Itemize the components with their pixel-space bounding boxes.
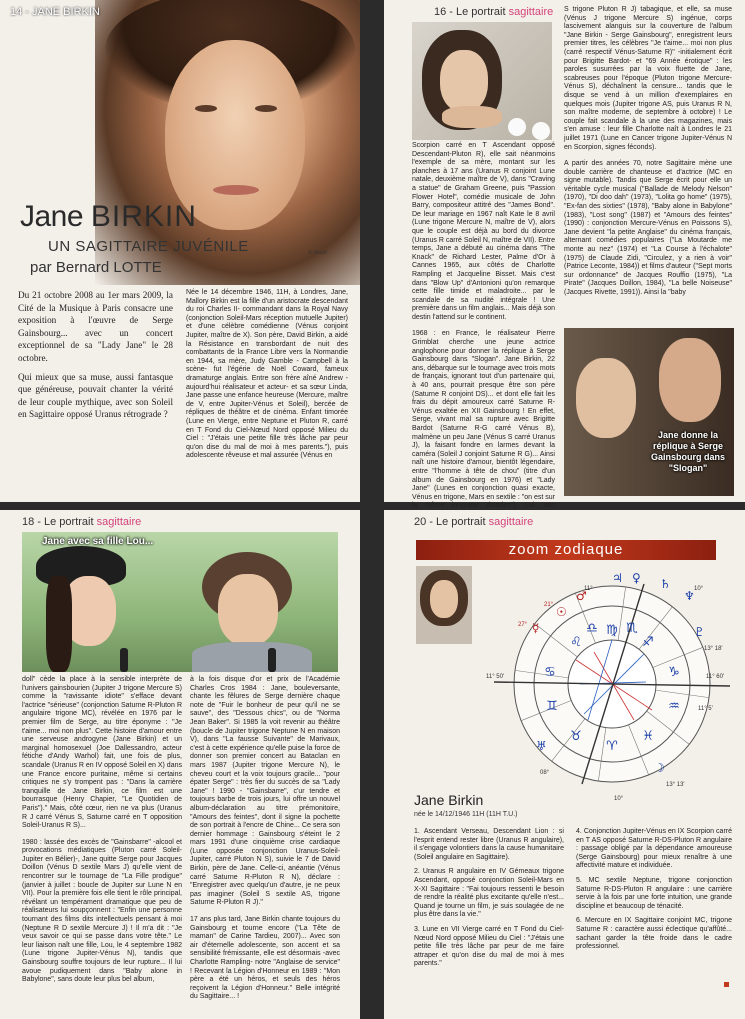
jane-shirt [192,642,312,672]
face-shape [430,580,458,618]
header-accent: sagittaire [488,516,534,528]
article-subtitle: UN SAGITTAIRE JUVÉNILE [48,238,249,255]
sign-glyph: ♐ [642,635,654,650]
lede-paragraph: Du 21 octobre 2008 au 1er mars 2009, la Cité de la Musique à Paris consacre une exposition à l'œuvre de Serge Gainsbourg... avec un concert exceptionnel de sa "Lady Jane" le 28 octobre. [18,290,173,363]
column-2 [190,676,340,1014]
body-column [186,289,348,497]
header-number: 18 - Le portrait [22,516,94,528]
planet-glyph: ♃ [612,571,623,585]
page-header: 14 - JANE BIRKIN [10,6,100,18]
astrological-chart [484,564,734,804]
title-last-name: BIRKIN [90,200,197,233]
column-2 [564,6,732,324]
degree-label: 13° 13' [666,782,685,788]
subject-name: Jane Birkin [414,792,484,808]
header-number: 20 - Le portrait [414,516,486,528]
zodiac-point-item: 2. Uranus R angulaire en IV Gémeaux trigone Ascendant, opposé conjonction Soleil-Mars en X-XI Sagittaire : "Fai toujours ressenti le besoin de rendre la réalité plus excitante qu'elle n'est... Quand je tourne un film, je suis soulagée de ne plus être dans la vie." [414,868,564,919]
header-accent: sagittaire [508,6,554,18]
paragraph: 17 ans plus tard, Jane Birkin chante toujours du Gainsbourg et tourne encore ("La Tête de maman" de Carine Tardieu, 2007)... Avec son air d'éternelle adolescente, son accent et sa sensibilité frémissante, elle est désormais -avec Charlotte Rampling- notre "Anglaise de service" ! Recevant la Légion d'Honneur en 1989 : "Mon père a été un héros, et seuls des héros reçoivent la Légion d'Honneur." Belle intégrité du Sagittaire... ! [190,916,340,1001]
sign-glyph: ♌ [570,635,582,650]
header-number: 16 - Le portrait [434,6,506,18]
flower-shape [508,118,526,136]
planet-glyph: ♇ [694,625,705,639]
paragraph: 1968 : en France, le réalisateur Pierre Grimblat cherche une jeune actrice anglophone pour donner la réplique à Serge Gainsbourg dans "Slogan". Jane Birkin, 22 ans, débarque sur le tournage avec trois mots de français, ignorant tout d'un partenaire qui, à 40 ans, pourrait presque être son père (Saturne R conjoint DS)... et dont elle fait les frais du dépit amoureux carré Saturne R-Vénus exaltée en XII Gainsbourg ! En effet, Serge, vivant mal sa rupture avec Brigitte Bardot (Saturne R-G carré Vénus B), malmène un peu Jane (Vénus S carré Uranus J), la faisant fondre en larmes devant la caméra (Soleil J conjoint Saturne R G)... Ainsi naît une histoire d'amour, bientôt légendaire, entre "l'homme à tête de chou" (titre d'un album de Gainsbourg en 1976) et "Lady Jane" (Lunes en conjonction quasi exacte, Vénus en trigone, Mars en sextile : "on est sur la même longueur d'ondes"). Lui, son [412,330,555,510]
sign-glyph: ♋ [544,665,556,680]
planet-glyph: ☉ [556,605,567,619]
points-right [576,828,732,1014]
page-header [22,516,141,528]
young-jane-photo [412,22,552,140]
degree-label: 08° [540,770,550,776]
jane-face [576,358,636,438]
lede-column [18,289,173,499]
degree-label: 21° [544,602,554,608]
jane-and-lou-photo [22,532,338,672]
sign-glyph: ♈ [606,739,618,754]
sign-glyph: ♊ [546,699,558,714]
zodiac-point-item: 1. Ascendant Verseau, Descendant Lion : si l'esprit entend rester libre (Uranus R angulaire), il s'engage volontiers dans la cause humanitaire (Soleil angulaire en Sagittaire). [414,828,564,861]
degree-label: 11° [584,586,593,592]
paragraph: Scorpion carré en T Ascendant opposé Descendant-Pluton R), elle sait néanmoins l'exemple de sa mère, montant sur les planches à 17 ans (Uranus R conjoint Lune natale, deuxième maître de V), dans "Craving a statue" de Graham Greene, puis "Passion Flower Hotel", comédie musicale de John Barry, compositeur attitré des "James Bond". De leur mariage en 1967 naît Kate le 8 avril (Lune trigone Mercure N, maître de V), alors que le couple est déjà au bord du divorce (Uranus R carré Soleil N, maître de VII). Entre temps, Jane a débuté au cinéma dans "The Knack" de Richard Lester, Palme d'Or à Cannes 1965, aux côtés de Charlotte Rampling et Jacqueline Bisset. Mais c'est dans "Blow Up" d'Antonioni qu'on remarque cette fille timide et maladroite... par le scandale de sa nudité intégrale ! Une première dans un film anglais... Mais déjà son destin l'attend sur le continent. [412,142,555,321]
photo-caption: Jane avec sa fille Lou... [42,536,154,547]
sign-glyph: ♒ [668,699,680,714]
birth-data: née le 14/12/1946 11H (11H T.U.) [414,811,518,818]
paragraph: A partir des années 70, notre Sagittaire mène une double carrière de chanteuse et d'actrice (MC en signe mutable). Tandis que Serge écrit pour elle un véritable cycle musical ("Ballade de Melody Nelson" (1970), "Di doo dah" (1973), "Lolita go home" (1975), "Ex-fan des sixties" (1978), "Baby alone in Babylone" (1983), "Lost song" (1987) et "Amours des feintes" (1990) : conjonction Mercure-Vénus en Poissons S), Jane devient "la petite Anglaise" du cinéma français, alternant comédies populaires ("La Moutarde me monte au nez" (1974) et "La Course à l'échalote" (1975) de Claude Zidi, "Circulez, y a rien à voir" (Patrice Leconte, 1984)) et films d'auteur ("Sept morts sur ordonnance" de Jacques Rouffio (1975), "La Pirate" (Jacques Doillon, 1984), "La belle Noiseuse" (Jacques Rivette, 1991)). Ainsi la "baby [564,160,732,296]
column-1 [22,676,182,1014]
paragraph: doll" cède la place à la sensible interprète de l'univers gainsbourien (Jupiter J trigone Mercure S) comme la "ravissante idiote" s'efface devant l'actrice "sérieuse" (conjonction Saturne R-Pluton R angulaire trigone MC), révélée en 1976 par le premier film de Serge, au titre éponyme : "Je t'aime... moi non plus". Cette histoire d'amour entre une serveuse androgyne (Jane Birkin) et un marginal homosexuel (Joe Dallessandro, acteur fétiche d'Andy Warhol) fait, une fois de plus, scandale (Uranus R en IV opposé Soleil en X) dans une France encore puritaine, même si certains critiques ne s'y trompent pas : "Dans la carrière tranquille de Jane Birkin, ce film est une bourrasque (Henry Chapier, "Le Quotidien de Paris")." Mais, côté cœur, rien ne va plus (Uranus R J carré Vénus S, Saturne carré en T opposition Soleil-Uranus R S)... [22,676,182,830]
lou-hair [46,576,72,672]
sign-glyph: ♏ [626,621,638,636]
face-shape [440,50,488,112]
planet-glyph: ♄ [660,577,671,591]
degree-label: 10° [614,796,624,802]
planet-glyph: ♆ [684,589,695,603]
planet-glyph: ☿ [532,621,540,635]
page-14 [0,0,360,502]
planet-glyph: ♅ [536,739,547,753]
page-18 [0,510,360,1019]
page-header [434,6,553,18]
photo-caption: Jane donne la réplique à Serge Gainsbourg dans "Slogan" [650,430,725,473]
planet-glyph: ☽ [654,761,665,775]
page-20 [384,510,745,1019]
page-header [414,516,533,528]
sign-glyph: ♓ [642,729,654,744]
end-square-icon [724,982,729,987]
zodiac-point-item: 5. MC sextile Neptune, trigone conjonction Saturne R-DS-Pluton R angulaire : une carrière servie à la fois par une forte intuition, une grande discipline et beaucoup de ténacité. [576,876,732,910]
degree-label: 11° 5' [698,706,713,712]
sign-glyph: ♑ [668,665,680,680]
zodiac-point-item: 3. Lune en VII Vierge carré en T Fond du Ciel-Nœud Nord opposé Milieu du Ciel : "J'étais une petite fille très lâche par peur de me faire attraper et qu'on dise du mal de moi à mes parents." [414,925,564,968]
article-byline: par Bernard LOTTE [30,259,162,276]
degree-label: 10° [694,586,704,592]
eye-left [195,105,217,112]
lede-paragraph-2: Qui mieux que sa muse, aussi fantasque que généreuse, pouvait chanter la vérité de leur couple mythique, avec son Soleil en Sagittaire opposé Uranus rétrograde ? [18,371,173,420]
sign-glyph: ♎ [586,621,598,636]
points-left [414,828,564,1014]
page-16 [384,0,745,510]
planet-glyph: ♂ [576,589,587,603]
header-accent: sagittaire [96,516,142,528]
banner-title: zoom zodiaque [508,541,624,558]
hand-shape [442,106,502,128]
zoom-zodiaque-banner [416,540,716,560]
zodiac-point-item: 4. Conjonction Jupiter-Vénus en IX Scorpion carré en T AS opposé Saturne R-DS-Pluton R angulaire : passage obligé par la dépendance amoureuse (Serge Gainsbourg) pour mieux renaître à une affectivité mature et individuée. [576,828,732,870]
sign-glyph: ♉ [570,729,582,744]
zodiac-point-item: 6. Mercure en IX Sagittaire conjoint MC, trigone Saturne R : caractère aussi éclectique qu'affûté... sachant garder la tête froide dans le cadre professionnel. [576,917,732,951]
degree-label: 13° 18' [704,646,723,652]
planet-glyph: ♀ [632,571,641,585]
jane-face [218,574,278,646]
sign-glyph: ♍ [606,623,618,638]
paragraph: S trigone Pluton R J) tabagique, et elle, sa muse (Vénus J trigone Mercure S) ingénue, corps lascivement alanguis sur la couverture de l'album "Jane Birkin - Serge Gainsbourg", enregistrent leurs premier titres, les célèbres "Je t'aime... moi non plus (carré respectif Vénus-Saturne R)" -initialement écrit pour Brigitte Bardot- et "69 Année érotique" : les paroles susurrées par la voix fluette de Jane, scabreuses pour l'époque (Pluton trigone Mercure-Vénus S), déchaînent la censure... tandis que le disque se vend à un million d'exemplaires en quelques mois (Jupiter trigone AS, puis Uranus R N, son maître moderne, de septembre à octobre) ! Le couple fait scandale à la une des magazines, mais s'en amuse : leur fille Charlotte naît à Londres le 21 juillet 1971 (Lune en Cancer trigone Jupiter-Vénus N en Scorpion, signes féconds). [564,6,732,151]
article-title [20,200,197,234]
body-paragraph: Née le 14 décembre 1946, 11H, à Londres, Jane, Mallory Birkin est la fille d'un aristocrate descendant du roi Charles II- commandant dans la Royal Navy (conjonction Soleil-Mars réception mutuelle Jupiter) et d'une célèbre comédienne (Vénus conjoint Jupiter, maître de X). Son père, David Birkin, a aidé la Résistance en transbordant de nuit des combattants de la France Libre vers la Normandie en 1944, sa mère, Judy Gamble - Campbell à la scène- fut l'égérie de Noël Coward, fameux dramaturge anglais. Entre son frère aîné Andrew -aujourd'hui réalisateur et acteur- et sa sœur Linda, Jane passe une enfance heureuse (Mercure, maître de V, entre Jupiter-Vénus et Soleil), bercée de répliques de théâtre et de cinéma. Enfant timorée (Lune en Vierge, entre Neptune et Pluton R, carré en T Fond du Ciel-Nœud Nord opposé Milieu du Ciel : "J'étais une petite fille très lâche par peur qu'on dise du mal de moi à mes parents."), puis adolescente rêveuse et mal assurée (Vénus en [186,289,348,460]
photo-credit: © Visuel [308,250,327,256]
column-1 [412,142,555,510]
paragraph: 1980 : lassée des excès de "Gainsbarre" -alcool et provocations médiatiques (Pluton carré Soleil-Jupiter en Bélier)-, Jane quitte Serge pour Jacques Doillon (Vénus D sextile Mars J) qu'elle vient de rencontrer sur le tournage de "La Fille prodigue" (janvier à juillet : boucle de Jupiter sur Lune N en VII). Pour la première fois elle tient le rôle principal, révélant un tempérament dramatique que peu de réalisateurs lui soupçonnent : "Enfin une personne tournant des films dits intellectuels pensant à moi (Neptune R D sextile Mercure J) ! Il m'a dit : "Je veux savoir ce qui se passe dans votre tête." Le leur liaison naît une fille, Lou, le 4 septembre 1982 (Lune trigone Jupiter-Vénus N), tandis que Gainsbourg souffre toujours de leur rupture... Il lui avoue pudiquement dans "Baby alone in Babylone", sans doute leur plus bel album, [22,838,182,984]
serge-face [659,338,721,422]
degree-label: 27° [518,622,528,628]
degree-label: 11° 60' [706,674,725,680]
microphone-icon [268,648,276,672]
paragraph: à la fois disque d'or et prix de l'Académie Charles Cros 1984 : Jane, bouleversante, chante les fêlures de Serge dernière chaque note de "Fuir le bonheur de peur qu'il ne se sauve", des "Dessous chics", ou de "Norma Jean Baker". Si 1985 la voit revenir au théâtre (boucle de Jupiter trigone Neptune N en maison V), dans "La fausse Suivante" de Marivaux, c'est à cette expérience qu'elle puise la force de donner son premier concert au Bataclan en mars 1987 (Jupiter trigone Mercure N), le cheveu court et la voix toujours gracile... "pour épater Serge" : très fier du succès de sa "Lady Jane" ! 1990 - "Gainsbarre", c'ur tendre et toujours barbe de trois jours, lui offre un nouvel album-déclaration au titre prémonitoire, "Amours des feintes", dont il signe la pochette de son portrait à l'encre de Chine... Ce sera son dernier hommage : Gainsbourg s'éteint le 2 mars 1991 d'une cinquième crise cardiaque (Lune opposée conjonction Uranus-Soleil-Jupiter, carré Pluton N S), suivie le 7 de David Birkin, père de Jane. Celle-ci, anéantie (Vénus carré Saturne R-Pluton R N), déclare : "Enregistrer avec quelqu'un d'autre, je ne peux pas imaginer (Soleil S sextile AS, trigone Saturne R-Pluton R J)." [190,676,340,907]
jane-small-photo [416,566,472,644]
microphone-icon [120,648,128,672]
degree-label: 11° 50' [486,674,505,680]
mouth [213,185,259,195]
title-first-name: Jane [20,200,84,233]
eye-right [255,105,277,112]
slogan-photo [564,328,734,496]
